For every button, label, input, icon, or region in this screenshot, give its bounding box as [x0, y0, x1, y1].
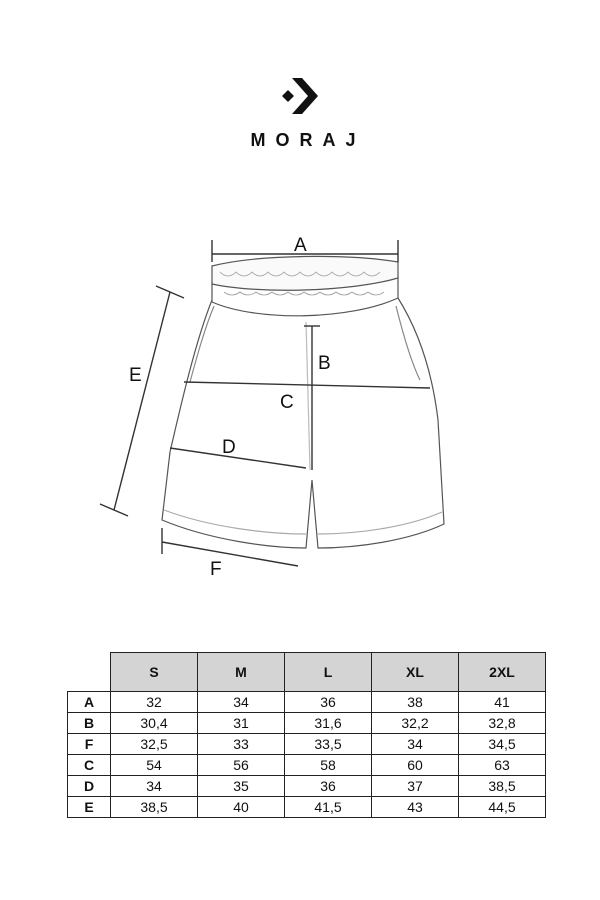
row-label: B	[68, 713, 111, 734]
table-cell: 34	[198, 692, 285, 713]
table-cell: 63	[459, 755, 546, 776]
label-d: D	[222, 437, 236, 458]
row-label: D	[68, 776, 111, 797]
size-header-row	[68, 653, 546, 692]
label-b: B	[318, 353, 331, 374]
table-cell: 44,5	[459, 797, 546, 818]
table-cell: 54	[111, 755, 198, 776]
table-cell: 40	[198, 797, 285, 818]
table-cell: 56	[198, 755, 285, 776]
table-cell: 32,8	[459, 713, 546, 734]
table-row	[68, 755, 546, 776]
dimension-f-line	[162, 542, 298, 566]
label-f: F	[210, 559, 222, 580]
table-cell: 38,5	[459, 776, 546, 797]
size-chart-table	[67, 652, 546, 818]
table-row	[68, 692, 546, 713]
row-label: E	[68, 797, 111, 818]
table-cell: 32	[111, 692, 198, 713]
table-cell: 34	[372, 734, 459, 755]
table-cell: 35	[198, 776, 285, 797]
row-label: C	[68, 755, 111, 776]
table-cell: 41	[459, 692, 546, 713]
table-cell: 38,5	[111, 797, 198, 818]
dimension-d-line	[170, 448, 306, 468]
table-cell: 32,5	[111, 734, 198, 755]
table-cell: 37	[372, 776, 459, 797]
dimension-c-line	[184, 382, 430, 388]
table-cell: 43	[372, 797, 459, 818]
table-cell: 41,5	[285, 797, 372, 818]
label-e: E	[129, 365, 142, 386]
table-cell: 38	[372, 692, 459, 713]
table-cell: 33,5	[285, 734, 372, 755]
size-header: 2XL	[459, 653, 546, 692]
size-header: L	[285, 653, 372, 692]
table-cell: 60	[372, 755, 459, 776]
row-label: A	[68, 692, 111, 713]
table-cell: 32,2	[372, 713, 459, 734]
table-cell: 34,5	[459, 734, 546, 755]
table-row	[68, 797, 546, 818]
size-header: M	[198, 653, 285, 692]
table-cell: 36	[285, 692, 372, 713]
row-label: F	[68, 734, 111, 755]
brand-name: MORAJ	[250, 130, 366, 150]
shorts-outline	[162, 256, 444, 548]
table-cell: 33	[198, 734, 285, 755]
table-cell: 31	[198, 713, 285, 734]
table-cell: 36	[285, 776, 372, 797]
size-header: S	[111, 653, 198, 692]
table-cell: 58	[285, 755, 372, 776]
label-c: C	[280, 392, 294, 413]
table-row	[68, 734, 546, 755]
table-cell: 30,4	[111, 713, 198, 734]
table-corner	[68, 653, 111, 692]
label-a: A	[294, 235, 307, 256]
dimension-e-line	[114, 292, 170, 510]
table-cell: 31,6	[285, 713, 372, 734]
size-header: XL	[372, 653, 459, 692]
table-row	[68, 776, 546, 797]
table-cell: 34	[111, 776, 198, 797]
table-row	[68, 713, 546, 734]
